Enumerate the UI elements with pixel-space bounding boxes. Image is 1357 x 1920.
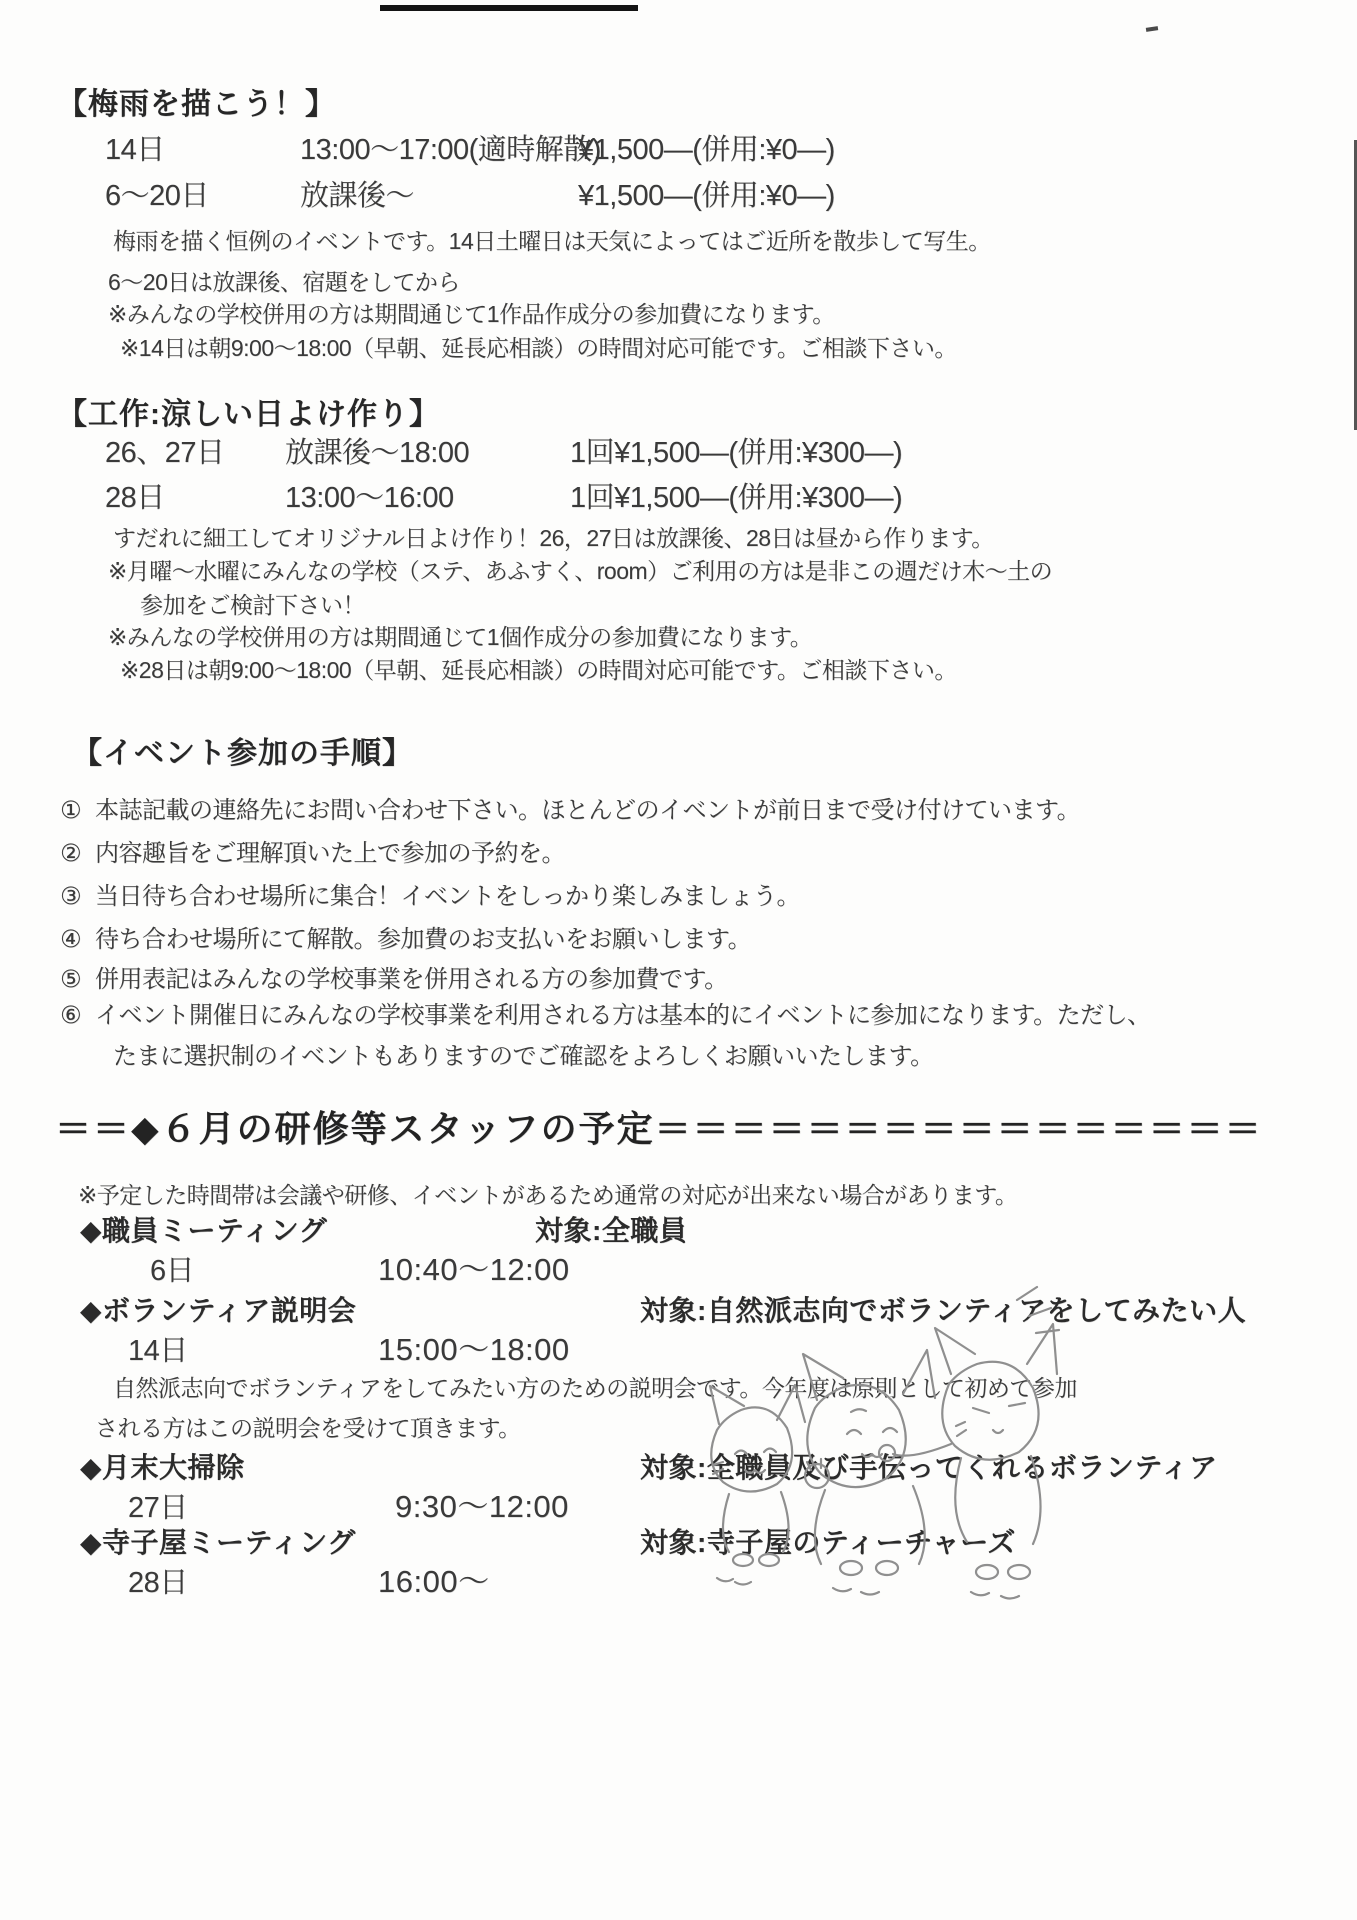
procedure-step5-num: ⑤ — [60, 966, 82, 993]
event2-title: 【工作:涼しい日よけ作り】 — [57, 398, 440, 431]
procedure-step6-cont: たまに選択制のイベントもありますのでご確認をよろしくお願いいたします。 — [113, 1043, 934, 1070]
staff-schedule-note: ※予定した時間帯は会議や研修、イベントがあるため通常の対応が出来ない場合があります。 — [78, 1182, 1018, 1208]
staff-item2-time: 15:00～18:00 — [378, 1332, 570, 1367]
staff-item1-name: ◆職員ミーティング — [80, 1215, 328, 1246]
three-cats-doodle-illustration — [665, 1272, 1065, 1612]
event2-row2-fee: 1回¥1,500—(併用:¥300—) — [570, 482, 903, 514]
event1-row1-fee: ¥1,500—(併用:¥0—) — [578, 134, 835, 166]
event2-note1: すだれに細工してオリジナル日よけ作り！26，27日は放課後、28日は昼から作ります。 — [113, 525, 994, 551]
procedure-step2-num: ② — [60, 840, 82, 867]
event1-row1-time: 13:00～17:00(適時解散) — [300, 134, 601, 166]
procedure-step5-text: 併用表記はみんなの学校事業を併用される方の参加費です。 — [95, 966, 728, 993]
motion-line — [1029, 1308, 1051, 1316]
event2-note4: ※みんなの学校併用の方は期間通じて1個作成分の参加費になります。 — [108, 624, 813, 650]
event2-note5: ※28日は朝9:00～18:00（早朝、延長応相談）の時間対応可能です。ご相談下さい。 — [120, 657, 957, 683]
scan-artifact-speck — [1146, 26, 1158, 32]
staff-item4-name: ◆寺子屋ミーティング — [80, 1527, 356, 1558]
event2-note2: ※月曜～水曜にみんなの学校（ステ、あふすく、room）ご利用の方は是非この週だけ木～土の — [108, 558, 1053, 584]
event2-note3: 参加をご検討下さい！ — [140, 592, 365, 618]
staff-item1-time: 10:40～12:00 — [378, 1252, 570, 1287]
staff-item2-date: 14日 — [128, 1335, 188, 1367]
event1-row2-date: 6～20日 — [105, 180, 209, 212]
event1-note2: 6～20日は放課後、宿題をしてから — [108, 269, 460, 295]
event1-note4: ※14日は朝9:00～18:00（早朝、延長応相談）の時間対応可能です。ご相談下さい。 — [120, 335, 957, 361]
staff-item4-date: 28日 — [128, 1567, 188, 1599]
event1-title: 【梅雨を描こう！】 — [57, 88, 336, 121]
staff-schedule-header: ＝＝◆６月の研修等スタッフの予定＝＝＝＝＝＝＝＝＝＝＝＝＝＝＝＝ — [55, 1108, 1263, 1149]
staff-item3-name: ◆月末大掃除 — [80, 1452, 245, 1483]
staff-item3-target: 対象:全職員及び手伝ってくれるボランティア — [640, 1452, 1218, 1483]
event1-note3: ※みんなの学校併用の方は期間通じて1作品作成分の参加費になります。 — [108, 301, 835, 327]
procedure-step3-text: 当日待ち合わせ場所に集合！イベントをしっかり楽しみましょう。 — [95, 883, 800, 910]
procedure-title: 【イベント参加の手順】 — [72, 737, 413, 770]
event2-row2-time: 13:00～16:00 — [285, 482, 454, 514]
motion-line — [1017, 1287, 1037, 1300]
staff-item1-date: 6日 — [150, 1255, 195, 1287]
staff-item2-desc2: される方はこの説明会を受けて頂きます。 — [95, 1415, 521, 1441]
staff-item3-time: 9:30～12:00 — [395, 1489, 569, 1524]
procedure-step4-text: 待ち合わせ場所にて解散。参加費のお支払いをお願いします。 — [95, 926, 752, 953]
procedure-step4-num: ④ — [60, 926, 82, 953]
event2-row1-fee: 1回¥1,500—(併用:¥300—) — [570, 437, 903, 469]
scan-artifact-top-bar — [380, 5, 638, 11]
staff-item4-time: 16:00～ — [378, 1564, 490, 1599]
event1-row2-fee: ¥1,500—(併用:¥0—) — [578, 180, 835, 212]
event1-note1: 梅雨を描く恒例のイベントです。14日土曜日は天気によってはご近所を散歩して写生。 — [113, 228, 991, 254]
staff-item1-target: 対象:全職員 — [535, 1215, 688, 1246]
procedure-step1-num: ① — [60, 797, 82, 824]
staff-item2-desc1: 自然派志向でボランティアをしてみたい方のための説明会です。今年度は原則として初めて参加 — [113, 1375, 1077, 1401]
procedure-step6-num: ⑥ — [60, 1002, 82, 1029]
procedure-step6-text: イベント開催日にみんなの学校事業を利用される方は基本的にイベントに参加になります。ただし、 — [95, 1002, 1151, 1029]
procedure-step3-num: ③ — [60, 883, 82, 910]
procedure-step2-text: 内容趣旨をご理解頂いた上で参加の予約を。 — [95, 840, 565, 867]
staff-item3-date: 27日 — [128, 1492, 188, 1524]
event2-row2-date: 28日 — [105, 482, 165, 514]
staff-item2-name: ◆ボランティア説明会 — [80, 1295, 357, 1326]
staff-item2-target: 対象:自然派志向でボランティアをしてみたい人 — [640, 1295, 1247, 1326]
event1-row1-date: 14日 — [105, 134, 165, 166]
procedure-step1-text: 本誌記載の連絡先にお問い合わせ下さい。ほとんどのイベントが前日まで受け付けています。 — [95, 797, 1081, 824]
staff-item4-target: 対象:寺子屋のティーチャーズ — [640, 1527, 1016, 1558]
event2-row1-time: 放課後～18:00 — [285, 437, 470, 469]
event1-row2-time: 放課後～ — [300, 180, 415, 212]
event2-row1-date: 26、27日 — [105, 437, 225, 469]
